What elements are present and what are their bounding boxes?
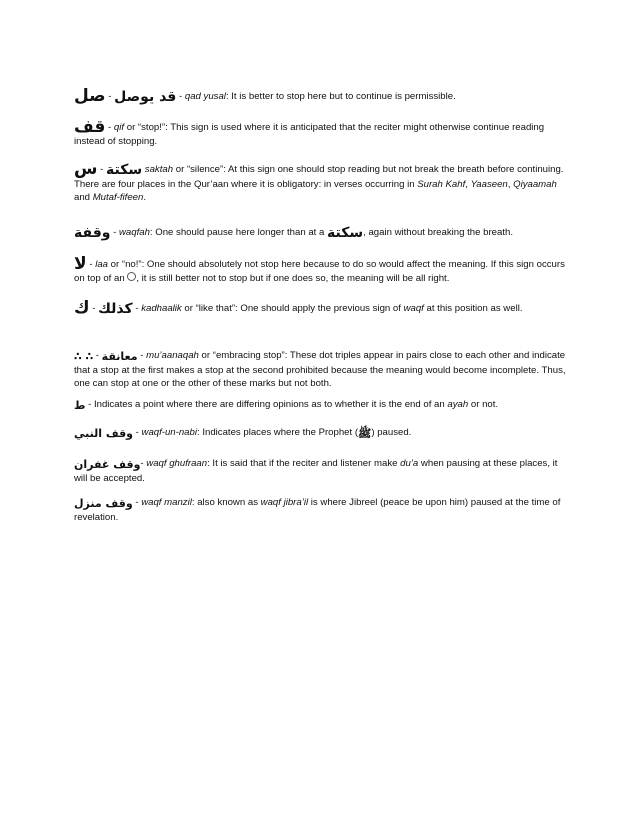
definition: or “stop!”: This sign is used where it is anticipated that the reciter might otherwise continue reading instead of stopping. bbox=[74, 122, 545, 147]
punct: , bbox=[465, 178, 471, 190]
definition: or “silence”: At this sign one should stop reading but not break the breath before continuing. There are four places in the Qur’aan where it is obligatory: in verses occurring in bbox=[74, 164, 564, 190]
term: waqf jibra’il bbox=[260, 497, 309, 508]
definition: when pausing at these places, it will be accepted. bbox=[74, 458, 558, 484]
separator: - bbox=[132, 303, 142, 314]
term: ayah bbox=[447, 399, 469, 410]
sign-qif: قف bbox=[74, 117, 106, 137]
separator: - bbox=[110, 227, 119, 238]
entry-saktah bbox=[74, 159, 568, 205]
term: kadhaalik bbox=[141, 303, 182, 314]
term: waqf manzil bbox=[141, 497, 192, 508]
definition: , again without breaking the breath. bbox=[363, 227, 513, 238]
sign-dot-triples: ∴ ∴ bbox=[74, 350, 94, 363]
entry-waqf-manzil bbox=[74, 496, 568, 524]
sign-kadhaalik: كذلك bbox=[98, 301, 133, 317]
term: waqf bbox=[403, 303, 424, 314]
sign-qad-yusal: قد يوصل bbox=[114, 89, 177, 105]
definition: is where Jibreel (peace be upon him) paused at the time of revelation. bbox=[74, 497, 561, 523]
term: waqf ghufraan bbox=[146, 458, 208, 469]
sign-sal: صل bbox=[74, 86, 106, 106]
place: Mutaf-fifeen bbox=[92, 192, 144, 204]
sign-seen: س bbox=[74, 159, 98, 179]
sign-waqf-manzil: وقف منزل bbox=[74, 497, 133, 510]
sign-waqf-ghufraan: وقف غفران bbox=[74, 458, 141, 471]
place: Surah Kahf bbox=[417, 178, 466, 190]
definition: or “no!”: One should absolutely not stop here because to do so would affect the meaning. If this sign occurs on top of an bbox=[74, 259, 565, 284]
definition: : One should pause here longer than at a bbox=[149, 227, 327, 238]
definition: at this position as well. bbox=[423, 303, 523, 314]
separator: - bbox=[93, 350, 102, 361]
entry-muaanaqah bbox=[74, 349, 568, 391]
separator: - bbox=[105, 122, 114, 133]
sign-kaaf: ك bbox=[74, 298, 90, 318]
definition: : Indicates places where the Prophet ( bbox=[196, 427, 359, 438]
definition: , it is still better not to stop but if one does so, the meaning will be all right. bbox=[136, 272, 450, 284]
definition: or “like that”: One should apply the previous sign of bbox=[181, 303, 404, 314]
separator: - bbox=[132, 497, 142, 508]
definition: or “embracing stop”: These dot triples appear in pairs close to each other and indicate that a stop at the first makes a stop at the second prohibited because the meaning would become incomplete. Thus, one can stop at one or the other of these marks but not both. bbox=[74, 350, 566, 390]
entry-qif bbox=[74, 117, 568, 148]
place: Yaaseen bbox=[470, 178, 508, 190]
separator: - bbox=[176, 91, 185, 102]
term: waqfah bbox=[118, 227, 150, 238]
term: qad yusal bbox=[184, 91, 226, 102]
separator: - bbox=[137, 350, 147, 361]
entry-waqf-un-nabi bbox=[74, 426, 568, 441]
sign-waqfah: وقفة bbox=[74, 225, 111, 241]
term: du’a bbox=[400, 458, 419, 469]
term: waqf-un-nabi bbox=[141, 427, 197, 438]
sign-waqf-un-nabi: وقف النبي bbox=[74, 427, 133, 440]
term: saktah bbox=[144, 164, 174, 175]
punct: . bbox=[143, 192, 147, 204]
sign-taa: ط bbox=[74, 399, 86, 412]
separator: - bbox=[105, 91, 115, 102]
punct: , bbox=[507, 178, 514, 190]
separator: - bbox=[86, 259, 96, 270]
entry-waqf-ghufraan bbox=[74, 457, 568, 485]
ayah-circle-icon bbox=[127, 272, 136, 281]
punct: and bbox=[74, 192, 93, 204]
separator: - bbox=[140, 458, 147, 469]
separator: - bbox=[132, 427, 142, 438]
definition: : also known as bbox=[191, 497, 261, 508]
sign-saktah: سكتة bbox=[106, 162, 143, 178]
entry-kadhaalik bbox=[74, 298, 568, 318]
entry-taa bbox=[74, 398, 568, 413]
sign-laa: لا bbox=[74, 254, 87, 274]
sign-muaanaqah: معانقة bbox=[101, 350, 138, 363]
definition: : It is said that if the reciter and listener make bbox=[207, 458, 401, 469]
definition: - Indicates a point where there are differing opinions as to whether it is the end of an bbox=[85, 399, 448, 410]
term: laa bbox=[95, 259, 109, 270]
definition: : It is better to stop here but to continue is permissible. bbox=[225, 91, 456, 102]
definition: ) paused. bbox=[371, 427, 412, 438]
sign-saktah-inline: سكتة bbox=[326, 225, 364, 241]
term: mu’aanaqah bbox=[146, 350, 199, 361]
entry-qad-yusal bbox=[74, 86, 568, 106]
entry-waqfah bbox=[74, 226, 568, 241]
term: qif bbox=[113, 122, 125, 133]
separator: - bbox=[89, 303, 99, 314]
entry-laa bbox=[74, 254, 568, 285]
separator: - bbox=[97, 164, 106, 175]
definition: or not. bbox=[468, 399, 499, 410]
place: Qiyaamah bbox=[513, 178, 557, 190]
salawat-icon: ﷺ bbox=[358, 427, 372, 440]
